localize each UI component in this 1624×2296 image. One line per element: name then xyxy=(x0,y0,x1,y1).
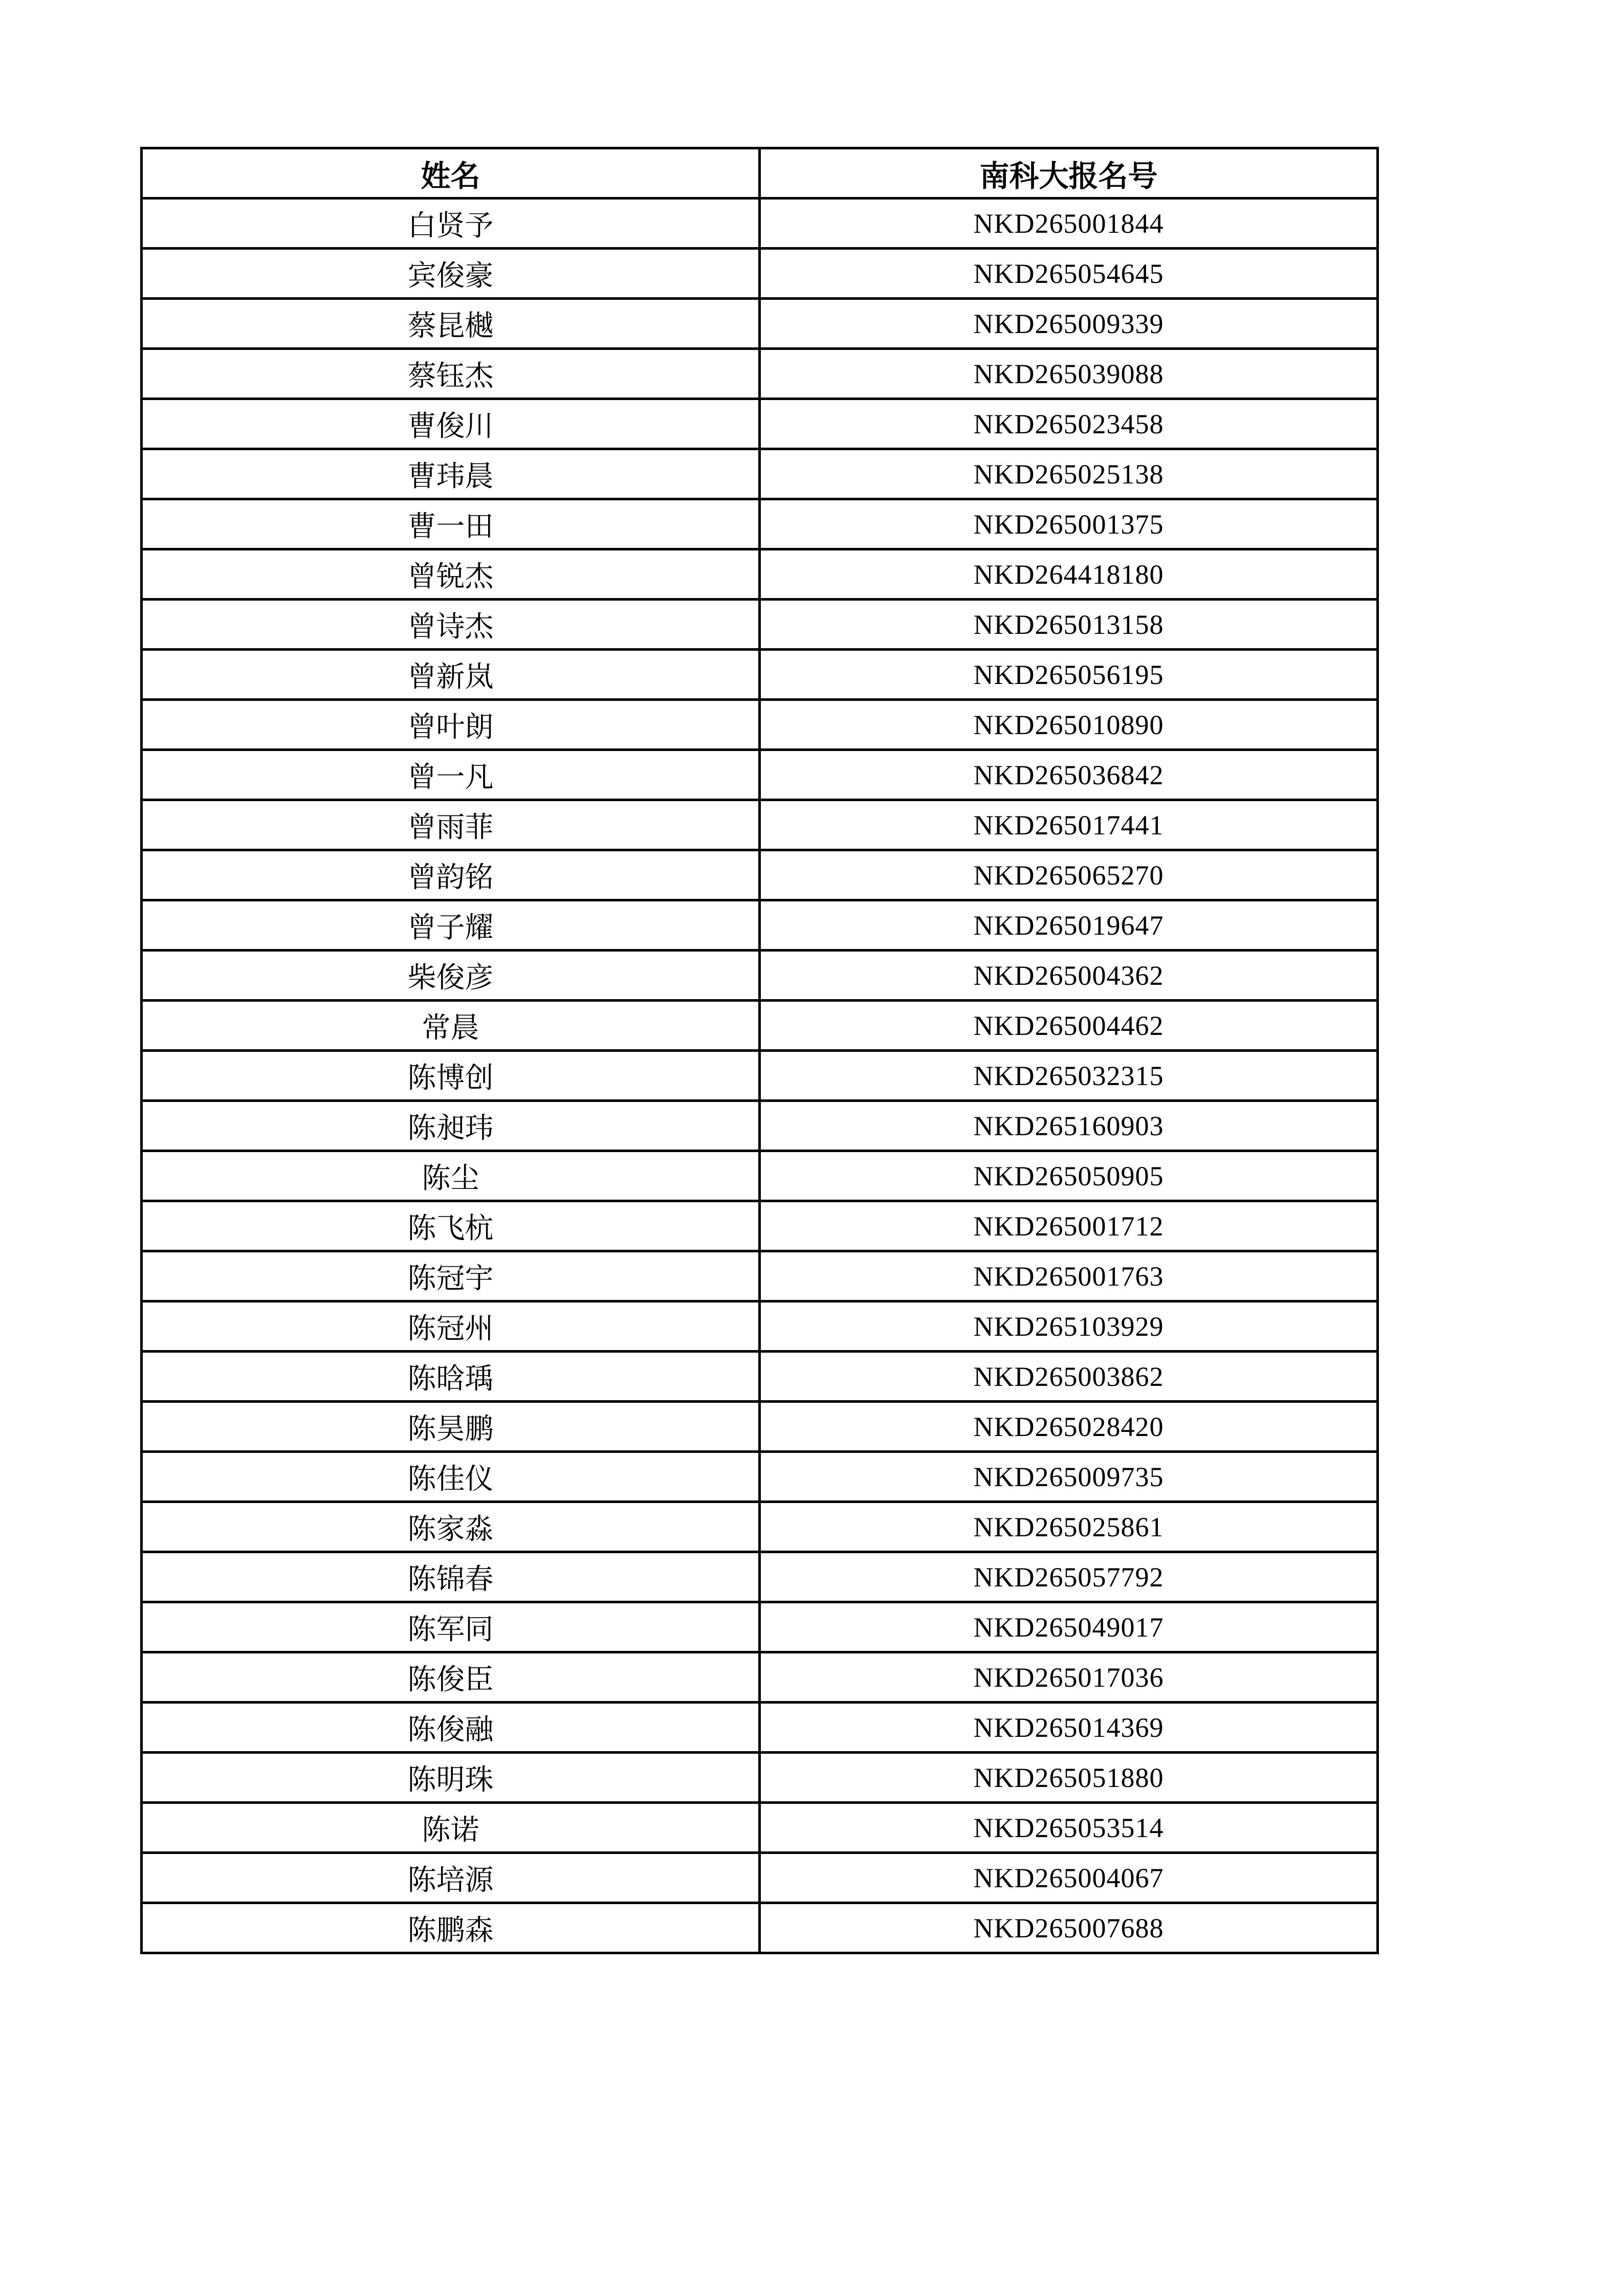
table-row xyxy=(142,800,1378,850)
registration-number-cell: NKD265004067 xyxy=(760,1853,1378,1903)
name-cell: 曾叶朗 xyxy=(142,700,760,750)
name-cell: 白贤予 xyxy=(142,198,760,249)
table-row xyxy=(142,900,1378,951)
header-row xyxy=(142,148,1378,198)
table-row xyxy=(142,600,1378,650)
table-row xyxy=(142,951,1378,1001)
registration-number-cell: NKD265001712 xyxy=(760,1201,1378,1251)
registration-number-cell: NKD265004362 xyxy=(760,951,1378,1001)
table-row xyxy=(142,1352,1378,1402)
name-cell: 柴俊彦 xyxy=(142,951,760,1001)
table-row xyxy=(142,1051,1378,1101)
name-cell: 陈俊臣 xyxy=(142,1652,760,1703)
name-cell: 陈冠州 xyxy=(142,1301,760,1352)
registration-number-cell: NKD265004462 xyxy=(760,1001,1378,1051)
registration-number-cell: NKD265025138 xyxy=(760,449,1378,499)
registration-number-cell: NKD265049017 xyxy=(760,1602,1378,1652)
name-cell: 陈博创 xyxy=(142,1051,760,1101)
registration-number-cell: NKD265028420 xyxy=(760,1402,1378,1452)
table-row xyxy=(142,499,1378,549)
table-row xyxy=(142,449,1378,499)
roster-table xyxy=(140,147,1379,1954)
registration-number-cell: NKD265051880 xyxy=(760,1753,1378,1803)
registration-number-cell: NKD265001844 xyxy=(760,198,1378,249)
registration-number-cell: NKD265056195 xyxy=(760,650,1378,700)
name-cell: 曾雨菲 xyxy=(142,800,760,850)
table-header xyxy=(142,148,1378,198)
name-cell: 陈培源 xyxy=(142,1853,760,1903)
name-cell: 陈昶玮 xyxy=(142,1101,760,1151)
table-row xyxy=(142,650,1378,700)
name-cell: 陈晗瑀 xyxy=(142,1352,760,1402)
registration-number-cell: NKD265017036 xyxy=(760,1652,1378,1703)
table-row xyxy=(142,1201,1378,1251)
table-body xyxy=(142,198,1378,1953)
table-row xyxy=(142,1552,1378,1602)
registration-number-cell: NKD265017441 xyxy=(760,800,1378,850)
registration-number-cell: NKD265160903 xyxy=(760,1101,1378,1151)
table-row xyxy=(142,1452,1378,1502)
name-cell: 曾新岚 xyxy=(142,650,760,700)
table-row xyxy=(142,1251,1378,1301)
table-row xyxy=(142,198,1378,249)
name-cell: 陈明珠 xyxy=(142,1753,760,1803)
registration-number-cell: NKD265023458 xyxy=(760,399,1378,449)
name-cell: 宾俊豪 xyxy=(142,249,760,299)
name-cell: 曹俊川 xyxy=(142,399,760,449)
name-cell: 曾诗杰 xyxy=(142,600,760,650)
registration-number-cell: NKD265019647 xyxy=(760,900,1378,951)
name-cell: 陈飞杭 xyxy=(142,1201,760,1251)
column-header-registration-no: 南科大报名号 xyxy=(760,148,1378,198)
table-row xyxy=(142,1903,1378,1953)
table-row xyxy=(142,549,1378,600)
registration-number-cell: NKD265065270 xyxy=(760,850,1378,900)
registration-number-cell: NKD265050905 xyxy=(760,1151,1378,1201)
registration-number-cell: NKD265032315 xyxy=(760,1051,1378,1101)
name-cell: 曾子耀 xyxy=(142,900,760,951)
name-cell: 陈锦春 xyxy=(142,1552,760,1602)
table-row xyxy=(142,1101,1378,1151)
name-cell: 陈鹏森 xyxy=(142,1903,760,1953)
name-cell: 蔡钰杰 xyxy=(142,349,760,399)
registration-number-cell: NKD265053514 xyxy=(760,1803,1378,1853)
name-cell: 蔡昆樾 xyxy=(142,299,760,349)
registration-number-cell: NKD265025861 xyxy=(760,1502,1378,1552)
table-row xyxy=(142,750,1378,800)
name-cell: 陈诺 xyxy=(142,1803,760,1853)
registration-number-cell: NKD265036842 xyxy=(760,750,1378,800)
table-row xyxy=(142,1502,1378,1552)
name-cell: 常晨 xyxy=(142,1001,760,1051)
name-cell: 曾韵铭 xyxy=(142,850,760,900)
registration-number-cell: NKD265001375 xyxy=(760,499,1378,549)
table-row xyxy=(142,249,1378,299)
registration-number-cell: NKD265103929 xyxy=(760,1301,1378,1352)
table-row xyxy=(142,700,1378,750)
registration-number-cell: NKD264418180 xyxy=(760,549,1378,600)
name-cell: 陈昊鹏 xyxy=(142,1402,760,1452)
name-cell: 陈军同 xyxy=(142,1602,760,1652)
name-cell: 陈佳仪 xyxy=(142,1452,760,1502)
registration-number-cell: NKD265009339 xyxy=(760,299,1378,349)
table-row xyxy=(142,299,1378,349)
table-row xyxy=(142,1301,1378,1352)
registration-number-cell: NKD265014369 xyxy=(760,1703,1378,1753)
name-cell: 曹玮晨 xyxy=(142,449,760,499)
name-cell: 曾锐杰 xyxy=(142,549,760,600)
table-row xyxy=(142,349,1378,399)
table-row xyxy=(142,1753,1378,1803)
name-cell: 曾一凡 xyxy=(142,750,760,800)
table-row xyxy=(142,1151,1378,1201)
registration-number-cell: NKD265013158 xyxy=(760,600,1378,650)
registration-number-cell: NKD265039088 xyxy=(760,349,1378,399)
name-cell: 陈冠宇 xyxy=(142,1251,760,1301)
registration-number-cell: NKD265010890 xyxy=(760,700,1378,750)
table-row xyxy=(142,1652,1378,1703)
table-row xyxy=(142,1001,1378,1051)
table-row xyxy=(142,1402,1378,1452)
name-cell: 陈家淼 xyxy=(142,1502,760,1552)
registration-number-cell: NKD265003862 xyxy=(760,1352,1378,1402)
name-cell: 曹一田 xyxy=(142,499,760,549)
registration-number-cell: NKD265007688 xyxy=(760,1903,1378,1953)
table-row xyxy=(142,399,1378,449)
name-cell: 陈俊融 xyxy=(142,1703,760,1753)
column-header-name: 姓名 xyxy=(142,148,760,198)
table-row xyxy=(142,1602,1378,1652)
table-row xyxy=(142,1853,1378,1903)
table-row xyxy=(142,1803,1378,1853)
name-cell: 陈尘 xyxy=(142,1151,760,1201)
table-row xyxy=(142,1703,1378,1753)
registration-number-cell: NKD265009735 xyxy=(760,1452,1378,1502)
registration-number-cell: NKD265054645 xyxy=(760,249,1378,299)
table-row xyxy=(142,850,1378,900)
registration-number-cell: NKD265001763 xyxy=(760,1251,1378,1301)
registration-number-cell: NKD265057792 xyxy=(760,1552,1378,1602)
